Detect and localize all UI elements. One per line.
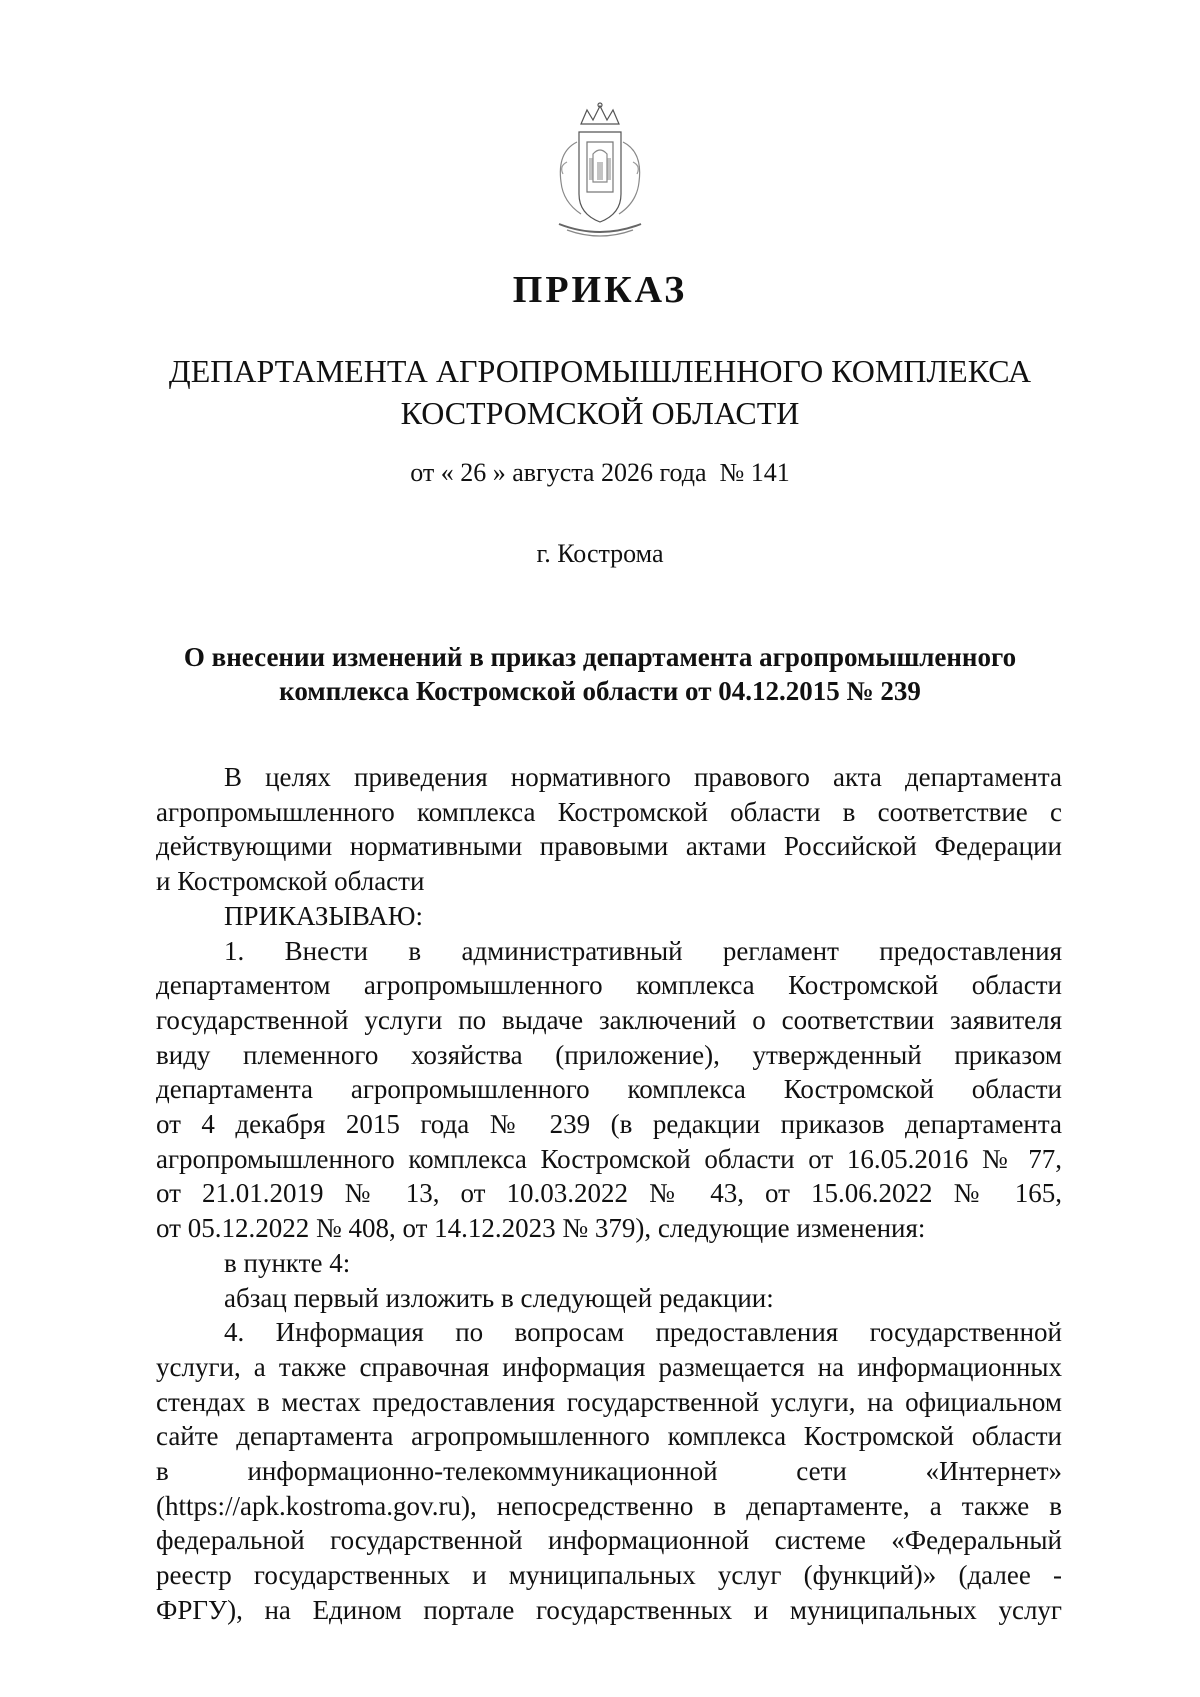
body-line: в информационно-телекоммуникационной сети «Интернет»: [156, 1456, 1062, 1487]
body-line: агропромышленного комплекса Костромской области от 16.05.2016 № 77,: [156, 1143, 1062, 1174]
department-name: [0, 350, 1200, 434]
body-line: департамента агропромышленного комплекса Костромской области: [156, 1074, 1062, 1105]
body-line: ФРГУ), на Едином портале государственных и муниципальных услуг: [156, 1594, 1062, 1625]
body-line: В целях приведения нормативного правового акта департамента: [224, 762, 1062, 792]
body-line: действующими нормативными правовыми актами Российской Федерации: [156, 831, 1062, 862]
body-line: реестр государственных и муниципальных услуг (функций)» (далее -: [156, 1560, 1062, 1591]
body-line: от 05.12.2022 № 408, от 14.12.2023 № 379), следующие изменения:: [156, 1213, 926, 1244]
coat-of-arms-icon: [537, 102, 663, 244]
body-line: (https://apk.kostroma.gov.ru), непосредственно в департаменте, а также в: [156, 1490, 1062, 1521]
subject-line: О внесении изменений в приказ департамента агропромышленного: [183, 642, 1017, 672]
order-word: ПРИКАЗЫВАЮ:: [224, 900, 423, 931]
order-subject: [0, 640, 1200, 708]
body-line: в пункте 4:: [224, 1247, 351, 1278]
department-line: КОСТРОМСКОЙ ОБЛАСТИ: [400, 395, 800, 431]
date-number-line: от « 26 » августа 2026 года № 141: [410, 458, 790, 487]
document-title: ПРИКАЗ: [512, 269, 688, 311]
body-line: агропромышленного комплекса Костромской области в соответствие с: [156, 796, 1062, 827]
body-line: абзац первый изложить в следующей редакции:: [224, 1282, 774, 1313]
department-line: ДЕПАРТАМЕНТА АГРОПРОМЫШЛЕННОГО КОМПЛЕКСА: [168, 353, 1032, 389]
body-line: и Костромской области: [156, 866, 425, 897]
subject-line: комплекса Костромской области от 04.12.2015 № 239: [279, 676, 921, 706]
body-line: государственной услуги по выдаче заключений о соответствии заявителя: [156, 1004, 1062, 1035]
body-line: от 21.01.2019 № 13, от 10.03.2022 № 43, от 15.06.2022 № 165,: [156, 1178, 1062, 1209]
body-line: стендах в местах предоставления государственной услуги, на официальном: [156, 1386, 1062, 1417]
body-line: 4. Информация по вопросам предоставления государственной: [224, 1317, 1062, 1348]
body-line: департаментом агропромышленного комплекса Костромской области: [156, 970, 1062, 1001]
body-line: от 4 декабря 2015 года № 239 (в редакции приказов департамента: [156, 1109, 1062, 1140]
city-line: г. Кострома: [536, 539, 664, 568]
document-body: [156, 760, 1062, 1628]
body-line: федеральной государственной информационной системе «Федеральный: [156, 1525, 1062, 1556]
body-line: виду племенного хозяйства (приложение), утвержденный приказом: [156, 1039, 1062, 1070]
body-line: услуги, а также справочная информация размещается на информационных: [156, 1351, 1062, 1382]
body-line: 1. Внести в административный регламент предоставления: [224, 935, 1062, 966]
body-line: сайте департамента агропромышленного комплекса Костромской области: [156, 1421, 1062, 1452]
